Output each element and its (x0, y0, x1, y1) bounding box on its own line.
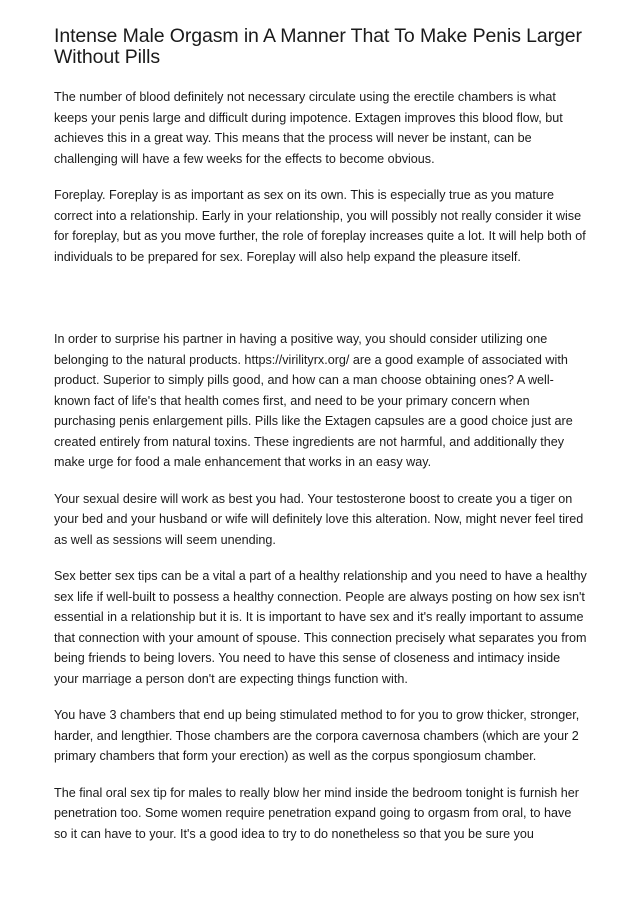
paragraph-1: The number of blood definitely not necessary circulate using the erectile chambers is what keeps your penis large and difficult during impotence. Extagen improves this blood flow, but achieves this in a great way. This means that the process will never be instant, can be challenging will have a few weeks for the effects to become obvious. (54, 90, 563, 166)
paragraph-2: Foreplay. Foreplay is as important as sex on its own. This is especially true as you mature correct into a relationship. Early in your relationship, you will possibly not really consider it wise for foreplay, but as you move further, the role of foreplay increases quite a lot. It will help both of individuals to be prepared for sex. Foreplay will also help expand the pleasure itself. (54, 188, 586, 264)
document-title: Intense Male Orgasm in A Manner That To Make Penis Larger Without Pills (54, 25, 582, 68)
paragraph-5: Sex better sex tips can be a vital a part of a healthy relationship and you need to have a healthy sex life if well-built to possess a healthy connection. People are always posting on how sex isn't essential in a relationship but it is. It is important to have sex and it's really important to assume that connection with your amount of spouse. This connection precisely what separates you from being friends to being lovers. You need to have this sense of closeness and intimacy inside your marriage a person don't are expecting things function with. (54, 569, 587, 686)
paragraph-7: The final oral sex tip for males to really blow her mind inside the bedroom tonight is furnish her penetration too. Some women require penetration expand going to orgasm from oral, to have so it can have to your. It's a good idea to try to do nonetheless so that you be sure you (54, 785, 579, 841)
document-page (54, 26, 588, 860)
paragraph-3: In order to surprise his partner in having a positive way, you should consider utilizing one belonging to the natural products. https://virilityrx.org/ are a good example of associated with product. Superior to simply pills good, and how can a man choose obtaining ones? A well-known fact of life's that health comes first, and need to be your primary concern when purchasing penis enlargement pills. Pills like the Extagen capsules are a good choice just are created entirely from natural toxins. These ingredients are not harmful, and additionally they make urge for food a male enhancement that works in an easy way. (54, 332, 573, 469)
paragraph-6: You have 3 chambers that end up being stimulated method to for you to grow thicker, stronger, harder, and lengthier. Those chambers are the corpora cavernosa chambers (which are your 2 primary chambers that form your erection) as well as the corpus spongiosum chamber. (54, 708, 580, 763)
blank-gap (54, 283, 588, 329)
paragraph-4: Your sexual desire will work as best you had. Your testosterone boost to create you a tiger on your bed and your husband or wife will definitely love this alteration. Now, might never feel tired as well as sessions will seem unending. (54, 491, 584, 547)
